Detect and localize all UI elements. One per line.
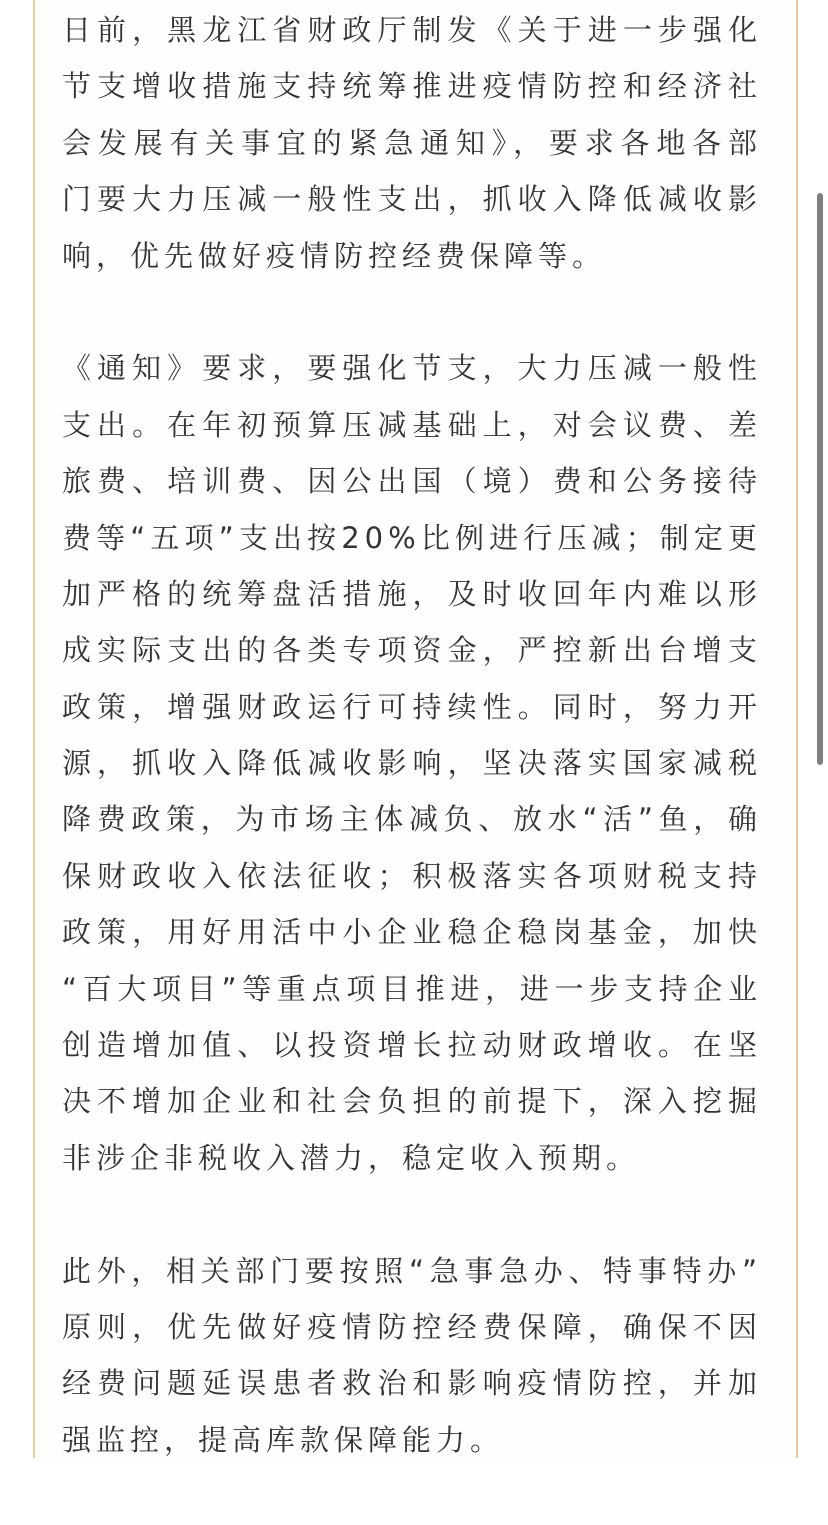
text-line: 决不增加企业和社会负担的前提下，深入挖掘 [62, 1084, 762, 1119]
text-line: 降费政策，为市场主体减负、放水“活”鱼，确 [62, 802, 762, 837]
text-line: 源，抓收入降低减收影响，坚决落实国家减税 [62, 746, 762, 781]
text-line: 成实际支出的各类专项资金，严控新出台增支 [62, 633, 762, 668]
text-line: 响，优先做好疫情防控经费保障等。 [62, 238, 607, 273]
text-line: 强监控，提高库款保障能力。 [62, 1422, 505, 1457]
paragraph [62, 340, 762, 1186]
text-line: 创造增加值、以投资增长拉动财政增收。在坚 [62, 1028, 762, 1063]
text-line: 保财政收入依法征收；积极落实各项财税支持 [62, 858, 762, 893]
text-line: 原则，优先做好疫情防控经费保障，确保不因 [62, 1309, 762, 1344]
text-line: 会发展有关事宜的紧急通知》，要求各地各部 [62, 125, 762, 160]
paragraph [62, 2, 762, 284]
text-line: 非涉企非税收入潜力，稳定收入预期。 [62, 1140, 641, 1175]
text-line: 此外，相关部门要按照“急事急办、特事特办” [62, 1253, 762, 1288]
text-line: 日前，黑龙江省财政厅制发《关于进一步强化 [62, 13, 762, 47]
text-line: 支出。在年初预算压减基础上，对会议费、差 [62, 407, 762, 442]
text-line: “百大项目”等重点项目推进，进一步支持企业 [62, 971, 762, 1006]
scrollbar[interactable] [817, 193, 823, 765]
text-line: 节支增收措施支持统筹推进疫情防控和经济社 [62, 69, 762, 104]
text-line: 政策，增强财政运行可持续性。同时，努力开 [62, 689, 762, 724]
text-line: 经费问题延误患者救治和影响疫情防控，并加 [62, 1366, 762, 1401]
text-line: 门要大力压减一般性支出，抓收入降低减收影 [62, 182, 762, 217]
text-line: 加严格的统筹盘活措施，及时收回年内难以形 [62, 576, 762, 611]
article-body [62, 2, 762, 1525]
text-line: 政策，用好用活中小企业稳企稳岗基金，加快 [62, 915, 762, 950]
text-line: 《通知》要求，要强化节支，大力压减一般性 [62, 351, 762, 386]
text-line: 费等“五项”支出按20%比例进行压减；制定更 [62, 520, 762, 555]
paragraph [62, 1243, 762, 1469]
text-line: 旅费、培训费、因公出国（境）费和公务接待 [62, 464, 762, 499]
